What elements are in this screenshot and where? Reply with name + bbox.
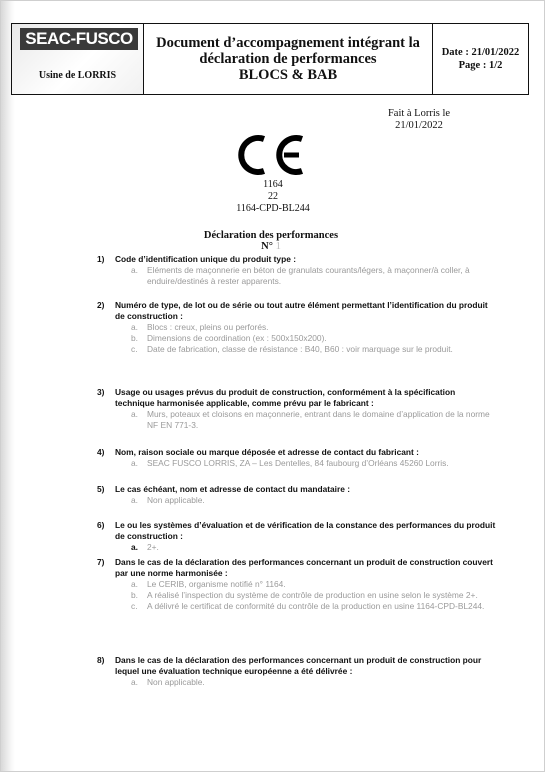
item-text: Eléments de maçonnerie en béton de granulats courants/légers, à maçonner/à coller, à enduire/destinés à rester apparents. [147, 265, 470, 286]
section-8 [97, 655, 497, 688]
section-number: 2) [97, 300, 105, 310]
section-number: 4) [97, 447, 105, 457]
item-letter: a. [131, 458, 138, 468]
section-4 [97, 447, 497, 469]
section-title: Nom, raison sociale ou marque déposée et adresse de contact du fabricant : [115, 447, 419, 457]
section-number: 5) [97, 484, 105, 494]
certificate-number: 1164-CPD-BL244 [236, 203, 310, 214]
header-logo-cell [12, 24, 144, 94]
item-text: A délivré le certificat de conformité du contrôle de la production en usine 1164-CPD-BL244. [147, 601, 485, 611]
section-1 [97, 254, 497, 287]
doc-title-line3: BLOCS & BAB [238, 67, 338, 83]
item-text: SEAC FUSCO LORRIS, ZA – Les Dentelles, 84 faubourg d’Orléans 45260 Lorris. [147, 458, 449, 468]
ce-identifiers [213, 179, 333, 215]
section-title: Usage ou usages prévus du produit de construction, conformément à la spécification technique harmonisée applicable, comme prévu par le fabricant : [115, 387, 456, 408]
item-text: Date de fabrication, classe de résistance : B40, B60 : voir marquage sur le produit. [147, 344, 453, 354]
ce-year: 22 [268, 191, 278, 202]
declaration-heading [191, 230, 351, 252]
ce-mark-icon [232, 133, 312, 182]
item-letter: a. [131, 409, 138, 419]
notified-body-number: 1164 [263, 179, 283, 190]
item-letter: c. [131, 601, 138, 611]
section-7 [97, 557, 497, 612]
item-text: Le CERIB, organisme notifié n° 1164. [147, 579, 286, 589]
item-letter: a. [131, 495, 138, 505]
section-6 [97, 520, 497, 553]
place-date-line2: 21/01/2022 [395, 120, 443, 131]
declaration-title: Déclaration des performances [203, 230, 339, 241]
header-title-cell [144, 24, 433, 94]
item-letter: a. [131, 677, 138, 687]
section-title: Dans le cas de la déclaration des performances concernant un produit de construction couvert par une norme harmonisée : [115, 557, 493, 578]
item-text: A réalisé l’inspection du système de contrôle de production en usine selon le système 2+. [147, 590, 478, 600]
doc-page-number: Page : 1/2 [458, 60, 503, 71]
doc-title-line2: déclaration de performances [199, 51, 377, 67]
section-number: 3) [97, 387, 105, 397]
item-text: Dimensions de coordination (ex : 500x150x200). [147, 333, 327, 343]
item-letter: b. [131, 333, 138, 343]
place-date-line1: Fait à Lorris le [387, 108, 451, 119]
item-text: Murs, poteaux et cloisons en maçonnerie, entrant dans le domaine d’application de la norme NF EN 771-3. [147, 409, 490, 430]
section-title: Code d’identification unique du produit type : [115, 254, 296, 264]
section-2 [97, 300, 497, 355]
item-letter: a. [131, 322, 138, 332]
company-logo: SEAC-FUSCO [20, 28, 138, 50]
scan-edge-shadow [1, 1, 15, 771]
header-meta-cell [433, 24, 528, 94]
section-title: Dans le cas de la déclaration des performances concernant un produit de construction pour lequel une évaluation technique européenne a été délivrée : [115, 655, 482, 676]
section-5 [97, 484, 497, 506]
section-number: 7) [97, 557, 105, 567]
item-text: Non applicable. [147, 677, 205, 687]
declaration-number: 1 [275, 241, 281, 252]
doc-date: Date : 21/01/2022 [441, 47, 520, 58]
item-text: Blocs : creux, pleins ou perforés. [147, 322, 269, 332]
place-date [374, 108, 464, 132]
section-number: 8) [97, 655, 105, 665]
doc-title-line1: Document d’accompagnement intégrant la [156, 35, 420, 51]
item-letter: a. [131, 579, 138, 589]
section-title: Le ou les systèmes d’évaluation et de vérification de la constance des performances du produit de construction : [115, 520, 496, 541]
item-letter: b. [131, 590, 138, 600]
item-letter: a. [131, 542, 138, 552]
section-number: 6) [97, 520, 105, 530]
section-title: Numéro de type, de lot ou de série ou tout autre élément permettant l’identification du produit de construction : [115, 300, 488, 321]
item-text: Non applicable. [147, 495, 205, 505]
declaration-number-label: N° [261, 241, 273, 252]
item-letter: c. [131, 344, 138, 354]
plant-name: Usine de LORRIS [38, 70, 117, 81]
item-letter: a. [131, 265, 138, 275]
section-3 [97, 387, 497, 431]
section-number: 1) [97, 254, 105, 264]
item-text: 2+. [147, 542, 159, 552]
document-header [11, 23, 529, 95]
section-title: Le cas échéant, nom et adresse de contact du mandataire : [115, 484, 351, 494]
